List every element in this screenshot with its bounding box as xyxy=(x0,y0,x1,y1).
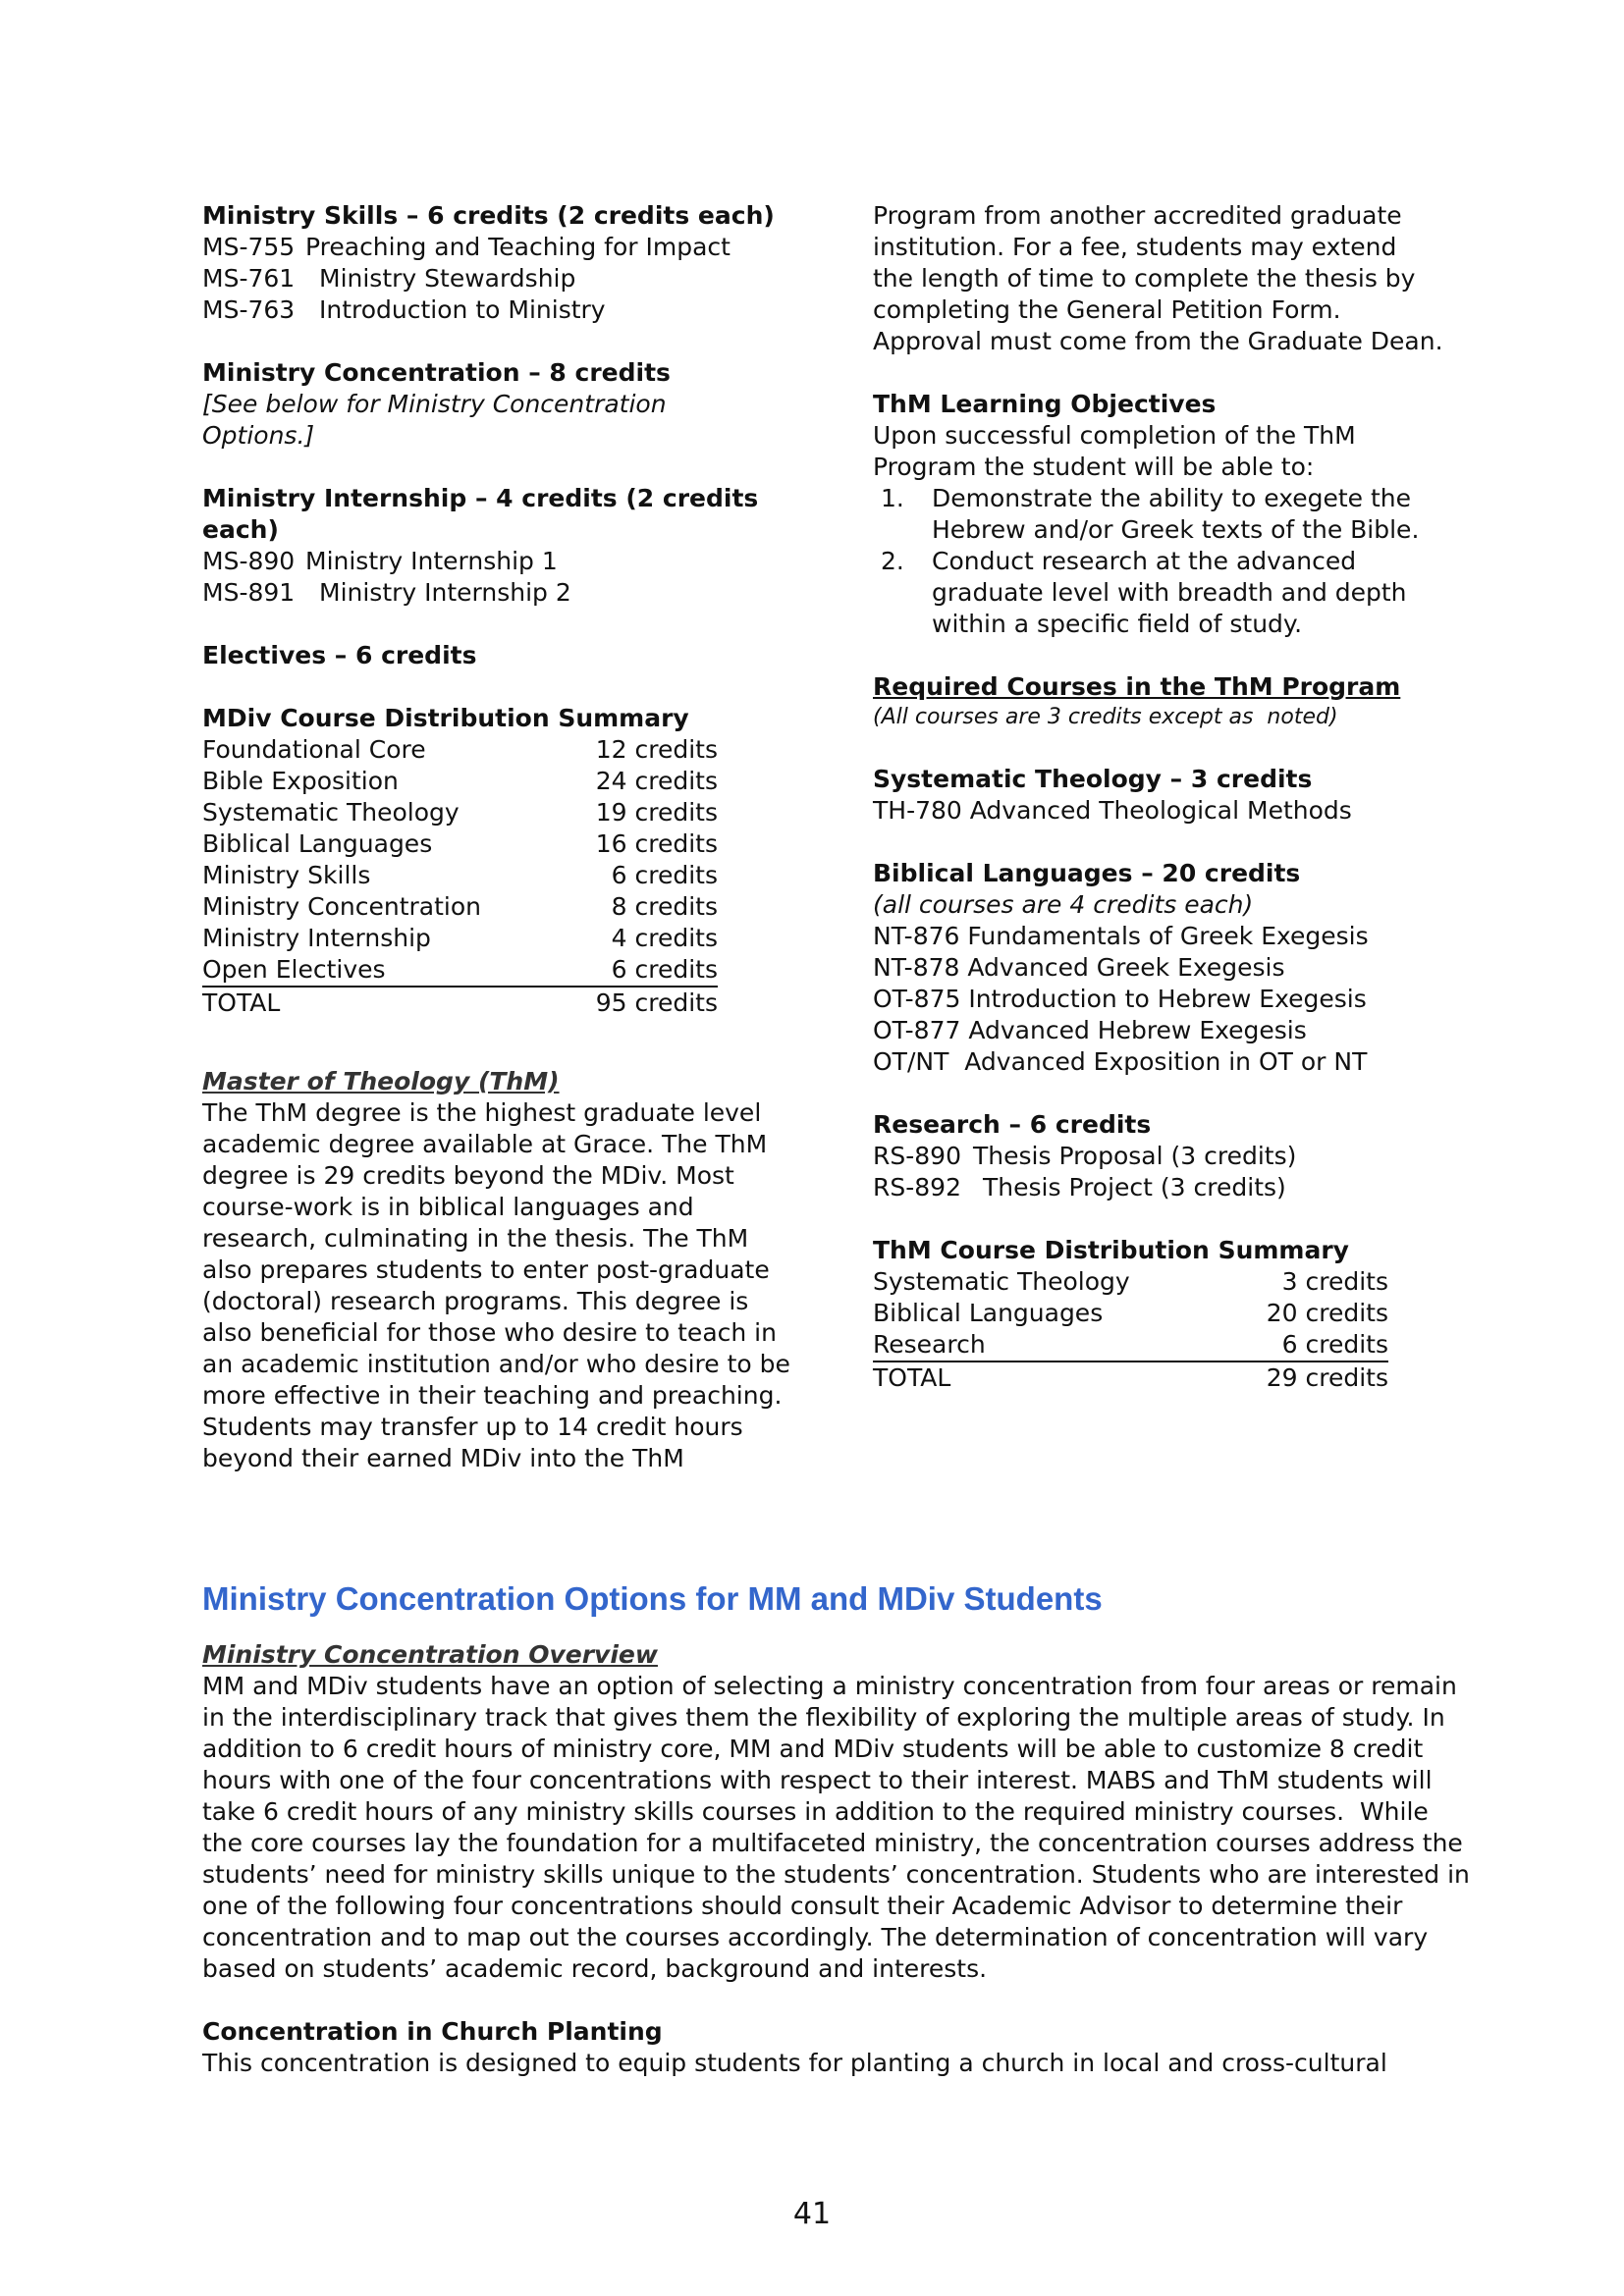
languages-note: (all courses are 4 credits each) xyxy=(873,890,1254,919)
thm-heading: Master of Theology (ThM) xyxy=(202,1067,560,1095)
required-courses-heading: Required Courses in the ThM Program xyxy=(873,672,1401,701)
summary-row: Open Electives 6 credits xyxy=(202,954,718,988)
overview-line: students’ need for ministry skills unique to the students’ concentration. Students who are interested in xyxy=(202,1860,1470,1889)
course-line: OT-877 Advanced Hebrew Exegesis xyxy=(873,1016,1307,1044)
research-heading: Research – 6 credits xyxy=(873,1110,1152,1139)
section-title: Ministry Concentration Options for MM and MDiv Students xyxy=(202,1580,1103,1617)
course-line: RS-890 Thesis Proposal (3 credits) xyxy=(873,1142,1297,1170)
course-line: MS-763 Introduction to Ministry xyxy=(202,295,606,324)
ministry-concentration-heading: Ministry Concentration – 8 credits xyxy=(202,358,671,387)
ministry-internship-heading: each) xyxy=(202,515,279,544)
objectives-heading: ThM Learning Objectives xyxy=(873,390,1217,418)
summary-row: Bible Exposition 24 credits xyxy=(202,767,718,795)
course-line: RS-892 Thesis Project (3 credits) xyxy=(873,1173,1286,1201)
summary-total-row: TOTAL 95 credits xyxy=(202,988,718,1017)
summary-row: Systematic Theology 19 credits xyxy=(202,798,718,827)
overview-line: addition to 6 credit hours of ministry core, MM and MDiv students will be able to customize 8 credit xyxy=(202,1735,1424,1763)
right-column xyxy=(873,200,1442,1394)
overview-line: the core courses lay the foundation for a multifaceted ministry, the concentration courses address the xyxy=(202,1829,1463,1857)
course-line: MS-890 Ministry Internship 1 xyxy=(202,547,558,575)
summary-row: Foundational Core 12 credits xyxy=(202,735,718,764)
ministry-internship-heading: Ministry Internship – 4 credits (2 credits xyxy=(202,484,759,512)
overview-line: based on students’ academic record, background and interests. xyxy=(202,1954,988,1983)
course-line: OT/NT Advanced Exposition in OT or NT xyxy=(873,1047,1368,1076)
summary-row: Systematic Theology 3 credits xyxy=(873,1267,1388,1296)
systematic-heading: Systematic Theology – 3 credits xyxy=(873,765,1313,793)
overview-heading: Ministry Concentration Overview xyxy=(202,1640,658,1669)
overview-line: MM and MDiv students have an option of selecting a ministry concentration from four areas or remain xyxy=(202,1672,1457,1700)
overview-line: in the interdisciplinary track that gives them the flexibility of exploring the multiple areas of study. In xyxy=(202,1703,1445,1732)
concentration-overview xyxy=(202,1639,1470,2079)
ministry-skills-heading: Ministry Skills – 6 credits (2 credits each) xyxy=(202,201,775,230)
mdiv-summary-table xyxy=(202,734,772,1019)
summary-row: Biblical Languages 16 credits xyxy=(202,829,718,858)
summary-row: Ministry Skills 6 credits xyxy=(202,861,718,889)
course-line: MS-761 Ministry Stewardship xyxy=(202,264,576,293)
required-courses-note: (All courses are 3 credits except as noted) xyxy=(873,705,1338,729)
thm-summary-heading: ThM Course Distribution Summary xyxy=(873,1236,1349,1264)
summary-row: Biblical Languages 20 credits xyxy=(873,1299,1388,1327)
summary-row: Ministry Internship 4 credits xyxy=(202,924,718,952)
electives-heading: Electives – 6 credits xyxy=(202,641,477,669)
page-number: 41 xyxy=(792,2197,832,2231)
summary-row: Research 6 credits xyxy=(873,1329,1388,1362)
thm-summary-table xyxy=(873,1266,1442,1394)
overview-line: take 6 credit hours of any ministry skills courses in addition to the required ministry courses. While xyxy=(202,1797,1429,1826)
church-planting-heading: Concentration in Church Planting xyxy=(202,2017,663,2046)
left-column xyxy=(202,200,790,1474)
languages-heading: Biblical Languages – 20 credits xyxy=(873,859,1301,887)
objectives-list xyxy=(873,483,1442,640)
course-line: NT-876 Fundamentals of Greek Exegesis xyxy=(873,922,1369,950)
course-line: OT-875 Introduction to Hebrew Exegesis xyxy=(873,985,1367,1013)
overview-line: one of the following four concentrations should consult their Academic Advisor to determine their xyxy=(202,1892,1403,1920)
concentration-note: Options.] xyxy=(202,421,315,450)
church-planting-text: This concentration is designed to equip students for planting a church in local and cross-cultural xyxy=(202,2049,1387,2077)
concentration-note: [See below for Ministry Concentration xyxy=(202,390,667,418)
course-line: NT-878 Advanced Greek Exegesis xyxy=(873,953,1285,982)
objectives-intro: Upon successful completion of the ThM xyxy=(873,421,1356,450)
summary-row: Ministry Concentration 8 credits xyxy=(202,892,718,921)
course-line: MS-891 Ministry Internship 2 xyxy=(202,578,571,607)
thm-continuation: Program from another accredited graduate institution. For a fee, students may extend the length of time to complete the thesis by completing the General Petition Form. Approval must come from the Graduate Dean. xyxy=(873,201,1443,355)
summary-total-row: TOTAL 29 credits xyxy=(873,1363,1388,1392)
course-line: MS-755 Preaching and Teaching for Impact xyxy=(202,233,731,261)
course-line: TH-780 Advanced Theological Methods xyxy=(873,796,1352,825)
mdiv-summary-heading: MDiv Course Distribution Summary xyxy=(202,704,689,732)
overview-line: concentration and to map out the courses accordingly. The determination of concentration will vary xyxy=(202,1923,1429,1951)
overview-line: hours with one of the four concentrations with respect to their interest. MABS and ThM students will xyxy=(202,1766,1433,1794)
list-item: 1. Demonstrate the ability to exegete the Hebrew and/or Greek texts of the Bible. xyxy=(881,484,1420,544)
list-item: 2. Conduct research at the advanced graduate level with breadth and depth within a specific field of study. xyxy=(881,547,1407,638)
objectives-intro: Program the student will be able to: xyxy=(873,453,1315,481)
thm-description: The ThM degree is the highest graduate level academic degree available at Grace. The ThM degree is 29 credits beyond the MDiv. Most course-work is in biblical languages and research, culminating in the thesis. The ThM also prepares students to enter post-graduate (doctoral) research programs. This degree is also beneficial for those who desire to teach in an academic institution and/or who desire to be more effective in their teaching and preaching. Students may transfer up to 14 credit hours beyond their earned MDiv into the ThM xyxy=(202,1098,790,1472)
